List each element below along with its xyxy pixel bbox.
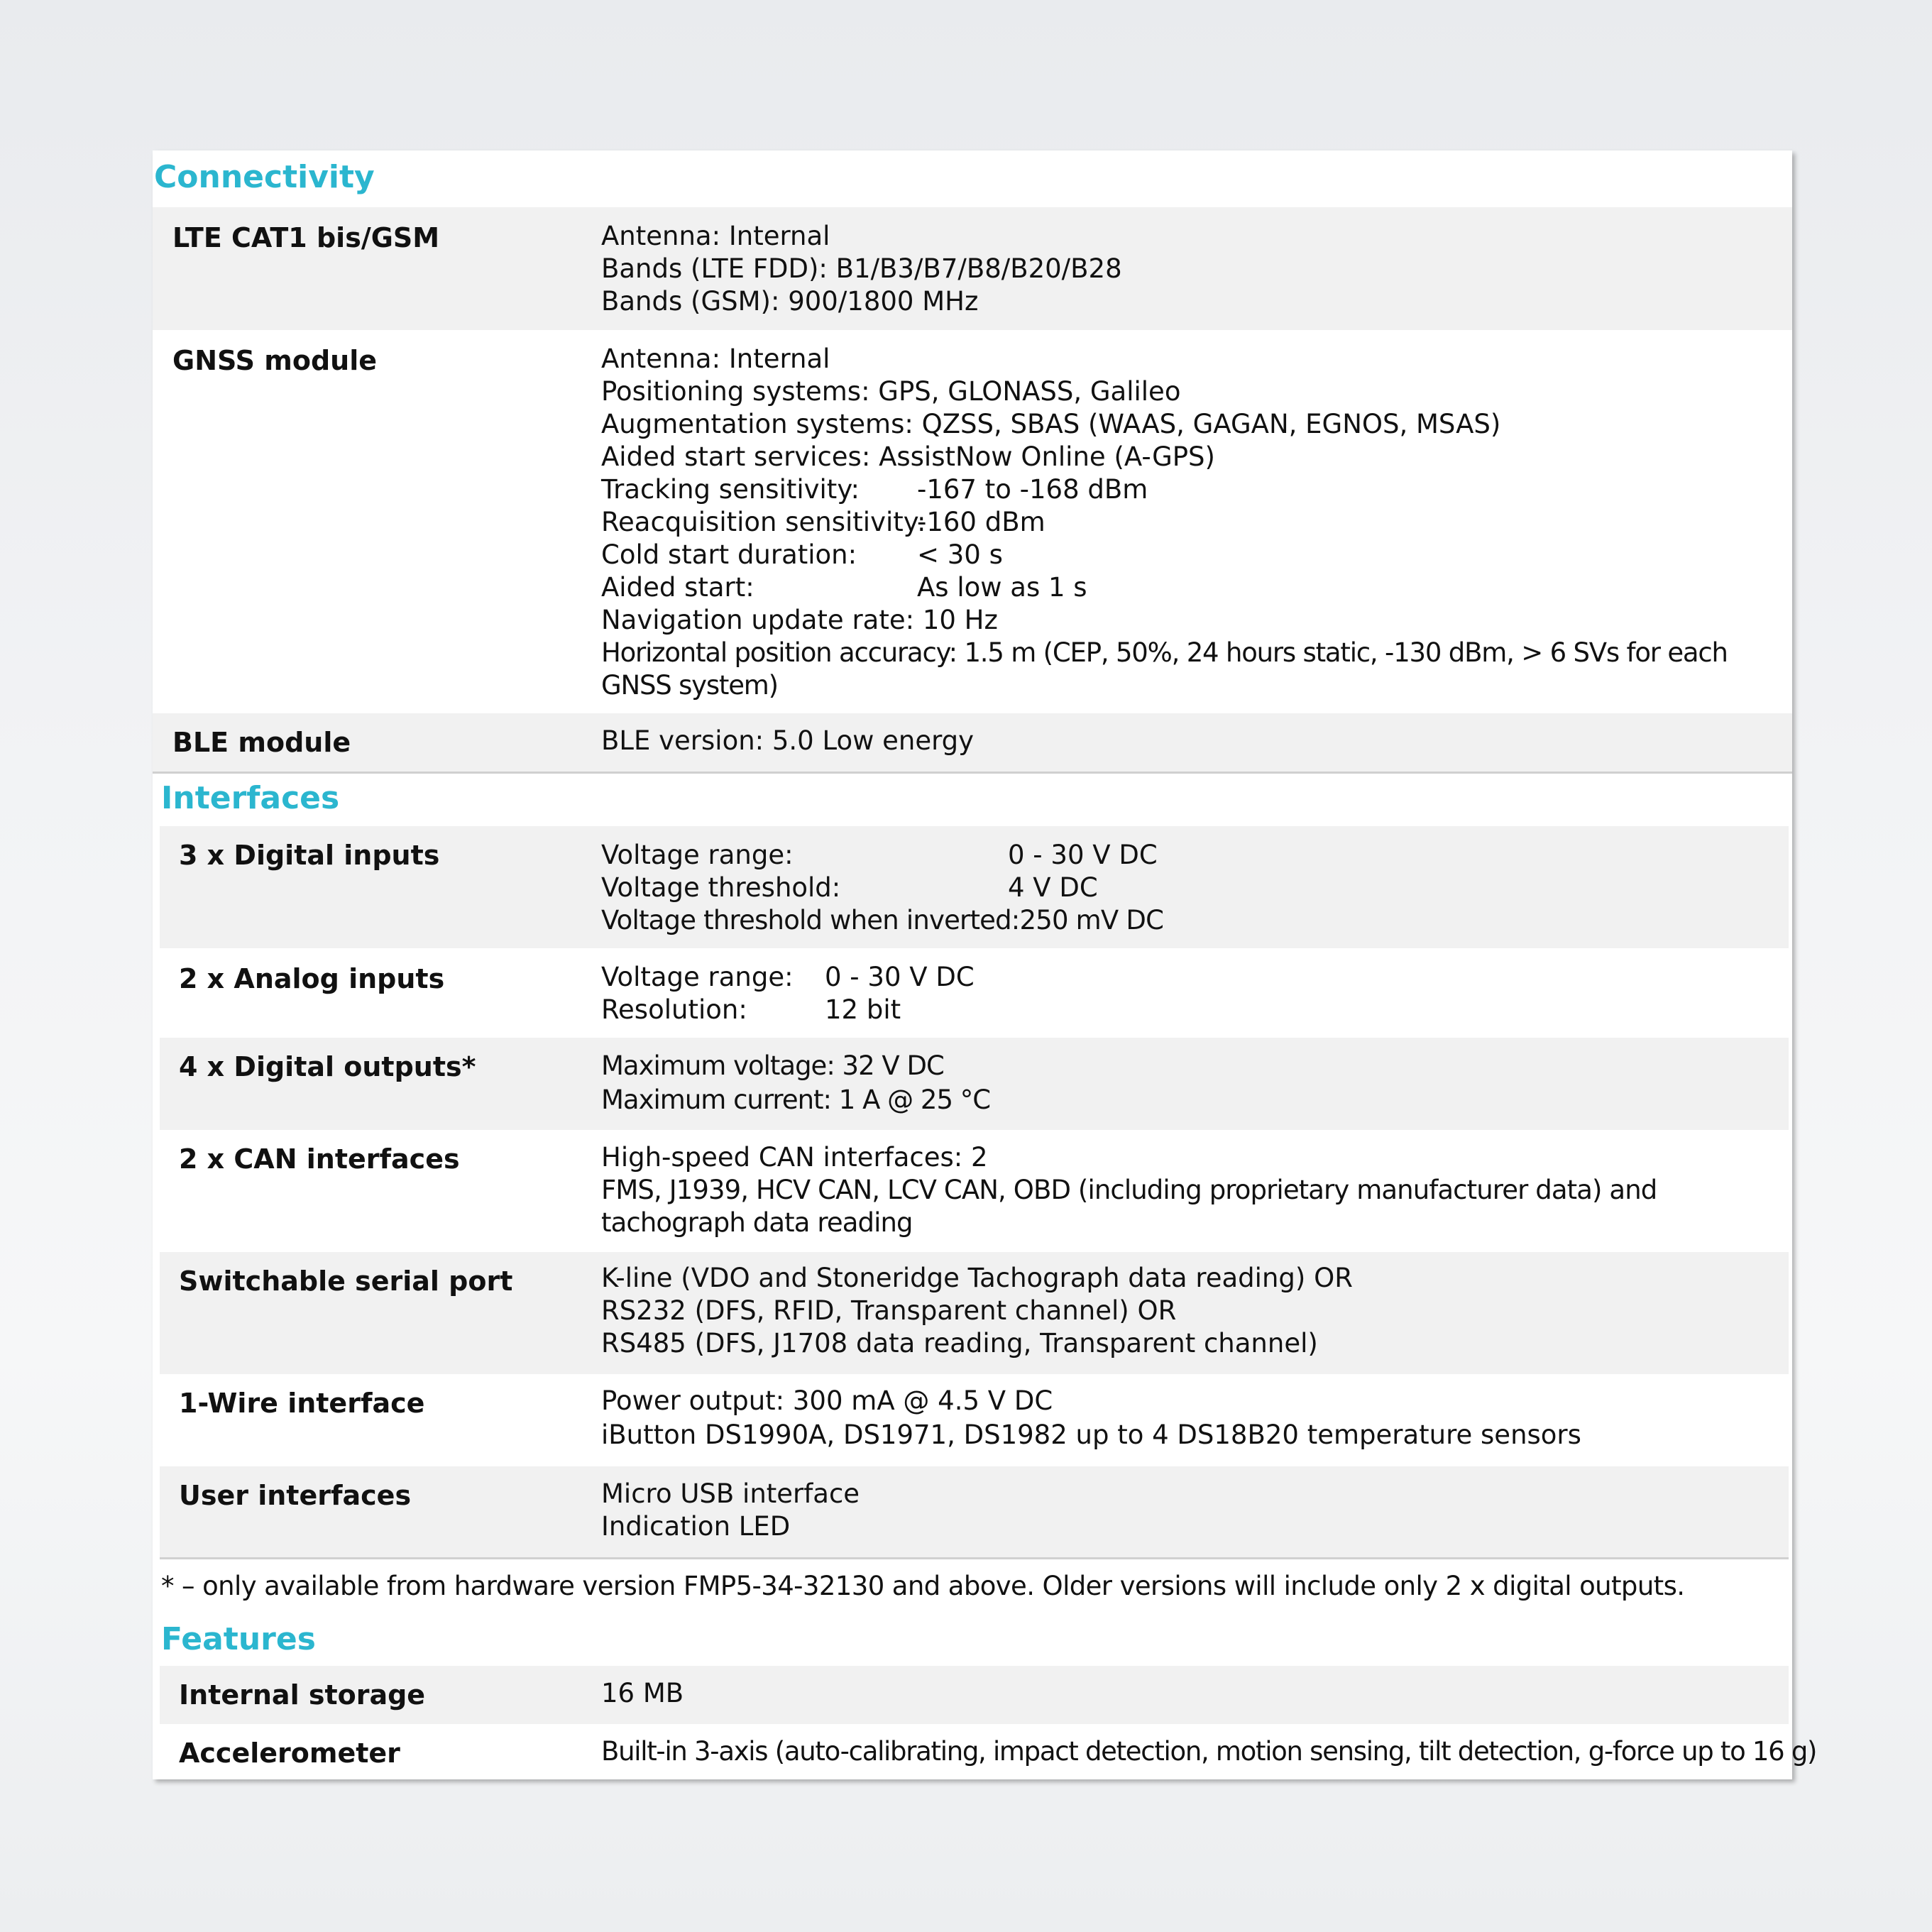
- spec-val: 0 - 30 V DC: [1008, 840, 1158, 870]
- spec-line: Aided start services: AssistNow Online (A-GPS): [601, 441, 1215, 472]
- section-title-connectivity: Connectivity: [154, 159, 375, 195]
- footnote: * – only available from hardware version FMP5-34-32130 and above. Older versions will include only 2 x digital outputs.: [161, 1571, 1685, 1601]
- spec-val: 250 mV DC: [1019, 905, 1164, 935]
- section-divider: [153, 772, 1792, 774]
- spec-val: < 30 s: [917, 539, 1003, 570]
- spec-line: Built-in 3-axis (auto-calibrating, impact detection, motion sensing, tilt detection, g-force up to 16 g): [601, 1736, 1817, 1767]
- spec-line: Navigation update rate: 10 Hz: [601, 605, 998, 635]
- spec-line: Power output: 300 mA @ 4.5 V DC: [601, 1385, 1053, 1416]
- spec-line: RS485 (DFS, J1708 data reading, Transparent channel): [601, 1328, 1318, 1359]
- spec-line: 16 MB: [601, 1678, 684, 1708]
- spec-label: Switchable serial port: [179, 1266, 513, 1297]
- spec-row-gnss: [153, 330, 1792, 713]
- spec-label: 2 x CAN interfaces: [179, 1143, 460, 1175]
- spec-line: Micro USB interface: [601, 1478, 860, 1509]
- spec-label: GNSS module: [172, 345, 378, 376]
- spec-row-analog-inputs: [160, 948, 1789, 1038]
- spec-label: LTE CAT1 bis/GSM: [172, 222, 440, 253]
- spec-kv: [601, 571, 1794, 604]
- spec-key: Cold start duration:: [601, 539, 857, 570]
- spec-line: K-line (VDO and Stoneridge Tachograph data reading) OR: [601, 1263, 1353, 1293]
- spec-key: Reacquisition sensitivity:: [601, 507, 926, 537]
- spec-line: FMS, J1939, HCV CAN, LCV CAN, OBD (including proprietary manufacturer data) and tachograph data reading: [601, 1175, 1657, 1238]
- spec-value: [601, 343, 1794, 702]
- section-title-interfaces: Interfaces: [161, 780, 340, 816]
- spec-kv: [601, 839, 1163, 872]
- spec-value: [601, 961, 975, 1026]
- spec-line: Maximum voltage: 32 V DC: [601, 1050, 944, 1081]
- spec-val: -160 dBm: [917, 507, 1045, 537]
- spec-val: -167 to -168 dBm: [917, 474, 1148, 505]
- spec-val: As low as 1 s: [917, 572, 1087, 603]
- spec-key: Resolution:: [601, 994, 747, 1025]
- spec-value: [601, 839, 1163, 937]
- spec-row-storage: [160, 1666, 1789, 1724]
- spec-row-digital-inputs: [160, 826, 1789, 948]
- spec-value: [601, 1478, 860, 1543]
- spec-key: Voltage range:: [601, 962, 794, 992]
- spec-val: 12 bit: [825, 994, 901, 1025]
- spec-key: Voltage threshold when inverted:: [601, 905, 1020, 935]
- spec-kv: [601, 961, 975, 994]
- spec-kv: [601, 539, 1794, 571]
- spec-line: BLE version: 5.0 Low energy: [601, 725, 975, 756]
- spec-value: [601, 1262, 1353, 1360]
- spec-value: [601, 1384, 1581, 1452]
- spec-value: [601, 220, 1122, 318]
- spec-label: 2 x Analog inputs: [179, 963, 445, 994]
- spec-kv: [601, 473, 1794, 506]
- spec-line: Antenna: Internal: [601, 221, 830, 251]
- spec-row-ble: [153, 713, 1792, 772]
- spec-value: [601, 1677, 684, 1710]
- spec-val: 0 - 30 V DC: [825, 962, 975, 992]
- spec-key: Voltage threshold:: [601, 872, 841, 903]
- spec-value: [601, 1049, 990, 1117]
- spec-label: 4 x Digital outputs*: [179, 1051, 476, 1082]
- spec-line: RS232 (DFS, RFID, Transparent channel) OR: [601, 1295, 1177, 1326]
- spec-key: Tracking sensitivity:: [601, 474, 860, 505]
- spec-line: Positioning systems: GPS, GLONASS, Galileo: [601, 376, 1181, 407]
- spec-line: iButton DS1990A, DS1971, DS1982 up to 4 DS18B20 temperature sensors: [601, 1420, 1581, 1450]
- spec-label: Accelerometer: [179, 1738, 400, 1769]
- spec-row-user-interfaces: [160, 1466, 1789, 1557]
- spec-value: [601, 1735, 1816, 1768]
- spec-label: 1-Wire interface: [179, 1388, 425, 1419]
- spec-key: Voltage range:: [601, 840, 794, 870]
- section-title-features: Features: [161, 1621, 316, 1657]
- spec-line: Bands (GSM): 900/1800 MHz: [601, 286, 979, 317]
- spec-line: Horizontal position accuracy: 1.5 m (CEP, 50%, 24 hours static, -130 dBm, > 6 SVs for each GNSS system): [601, 637, 1728, 701]
- spec-row-serial: [160, 1252, 1789, 1374]
- spec-kv: [601, 904, 1163, 937]
- spec-val: 4 V DC: [1008, 872, 1098, 903]
- spec-label: 3 x Digital inputs: [179, 840, 440, 871]
- spec-row-digital-outputs: [160, 1038, 1789, 1130]
- spec-value: [601, 1141, 1801, 1239]
- spec-line: Bands (LTE FDD): B1/B3/B7/B8/B20/B28: [601, 253, 1122, 284]
- spec-label: BLE module: [172, 727, 351, 758]
- spec-kv: [601, 872, 1163, 904]
- spec-row-can: [160, 1130, 1789, 1252]
- section-divider: [160, 1557, 1789, 1559]
- spec-line: Indication LED: [601, 1511, 791, 1542]
- spec-row-lte: [153, 207, 1792, 330]
- spec-kv: [601, 994, 975, 1026]
- spec-label: Internal storage: [179, 1679, 426, 1711]
- spec-line: High-speed CAN interfaces: 2: [601, 1142, 988, 1173]
- spec-label: User interfaces: [179, 1480, 412, 1511]
- spec-line: Maximum current: 1 A @ 25 °C: [601, 1085, 991, 1115]
- spec-row-accelerometer: [160, 1724, 1817, 1779]
- spec-value: [601, 725, 974, 757]
- spec-line: Antenna: Internal: [601, 344, 830, 374]
- spec-key: Aided start:: [601, 572, 754, 603]
- spec-row-onewire: [160, 1374, 1789, 1466]
- spec-kv: [601, 506, 1794, 539]
- spec-line: Augmentation systems: QZSS, SBAS (WAAS, GAGAN, EGNOS, MSAS): [601, 409, 1501, 439]
- spec-sheet: [153, 150, 1817, 1779]
